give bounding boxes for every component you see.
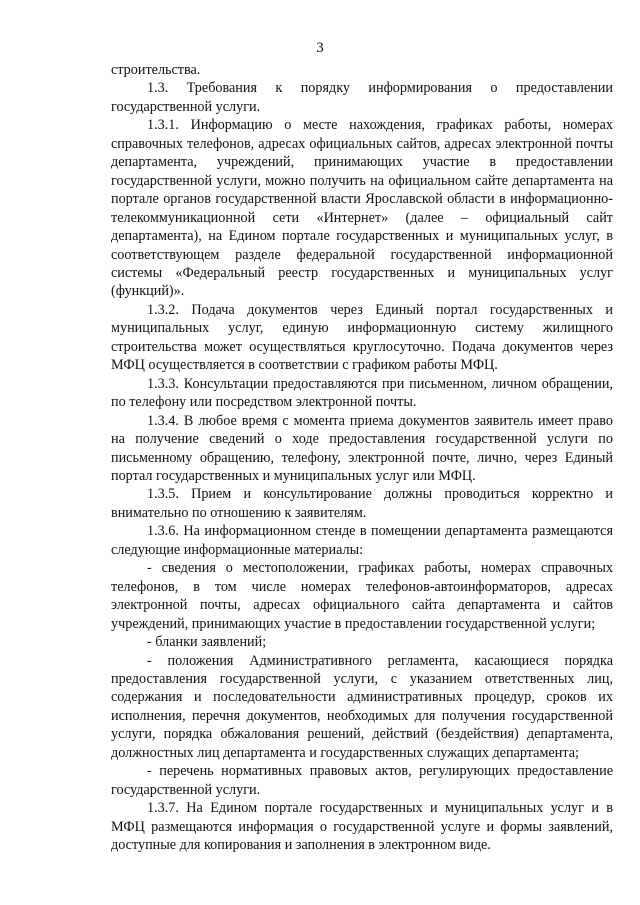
paragraph-1-3-1: 1.3.1. Информацию о месте нахождения, графиках работы, номерах справочных телефонов, адресах официальных сайтов, адресах электронной почты департамента, учреждений, принимающих участие в предоставлении государственной услуги, можно получить на официальном сайте департамента на портале органов государственной власти Ярославской области в информационно-телекоммуникационной сети «Интернет» (далее – официальный сайт департамента), на Едином портале государственных и муниципальных услуг, в соответствующем разделе федеральной государственной информационной системы «Федеральный реестр государственных и муниципальных услуг (функций)». [111,117,613,300]
list-item-regulation-provisions: - положения Административного регламента, касающиеся порядка предоставления государственной услуги, с указанием ответственных лиц, содержания и последовательности административных процедур, сроков их исполнения, перечня документов, необходимых для получения государственной услуги, порядка обжалования решений, действий (бездействия) департамента, должностных лиц департамента и государственных служащих департамента; [111,652,613,761]
paragraph-1-3-5: 1.3.5. Прием и консультирование должны проводиться корректно и внимательно по отношению к заявителям. [111,486,613,521]
list-item-forms: - бланки заявлений; [147,634,267,651]
paragraph-1-3-7: 1.3.7. На Едином портале государственных и муниципальных услуг и в МФЦ размещаются информация о государственной услуге и формы заявлений, доступные для копирования и заполнения в электронном виде. [111,800,613,854]
paragraph-1-3-4: 1.3.4. В любое время с момента приема документов заявитель имеет право на получение сведений о ходе предоставления государственной услуги по письменному обращению, телефону, электронной почте, лично, через Единый портал государственных и муниципальных услуг или МФЦ. [111,412,613,484]
list-item-legal-acts: - перечень нормативных правовых актов, регулирующих предоставление государственной услуги. [111,763,613,798]
document-body [111,61,613,854]
paragraph-1-3-6: 1.3.6. На информационном стенде в помещении департамента размещаются следующие информационные материалы: [111,523,613,558]
paragraph-1-3-2: 1.3.2. Подача документов через Единый портал государственных и муниципальных услуг, единую информационную систему жилищного строительства может осуществляться круглосуточно. Подача документов через МФЦ осуществляется в соответствии с графиком работы МФЦ. [111,301,613,374]
paragraph-1-3: 1.3. Требования к порядку информирования о предоставлении государственной услуги. [111,80,613,115]
paragraph-construction-continuation: строительства. [111,62,201,78]
page-number: 3 [316,40,324,56]
list-item-contact-info: - сведения о местоположении, графиках работы, номерах справочных телефонов, в том числе номерах телефонов-автоинформаторов, адресах электронной почты, адресах официального сайта департамента и сайтов учреждений, принимающих участие в предоставлении государственной услуги; [111,560,613,632]
paragraph-1-3-3: 1.3.3. Консультации предоставляются при письменном, личном обращении, по телефону или посредством электронной почты. [111,375,613,411]
